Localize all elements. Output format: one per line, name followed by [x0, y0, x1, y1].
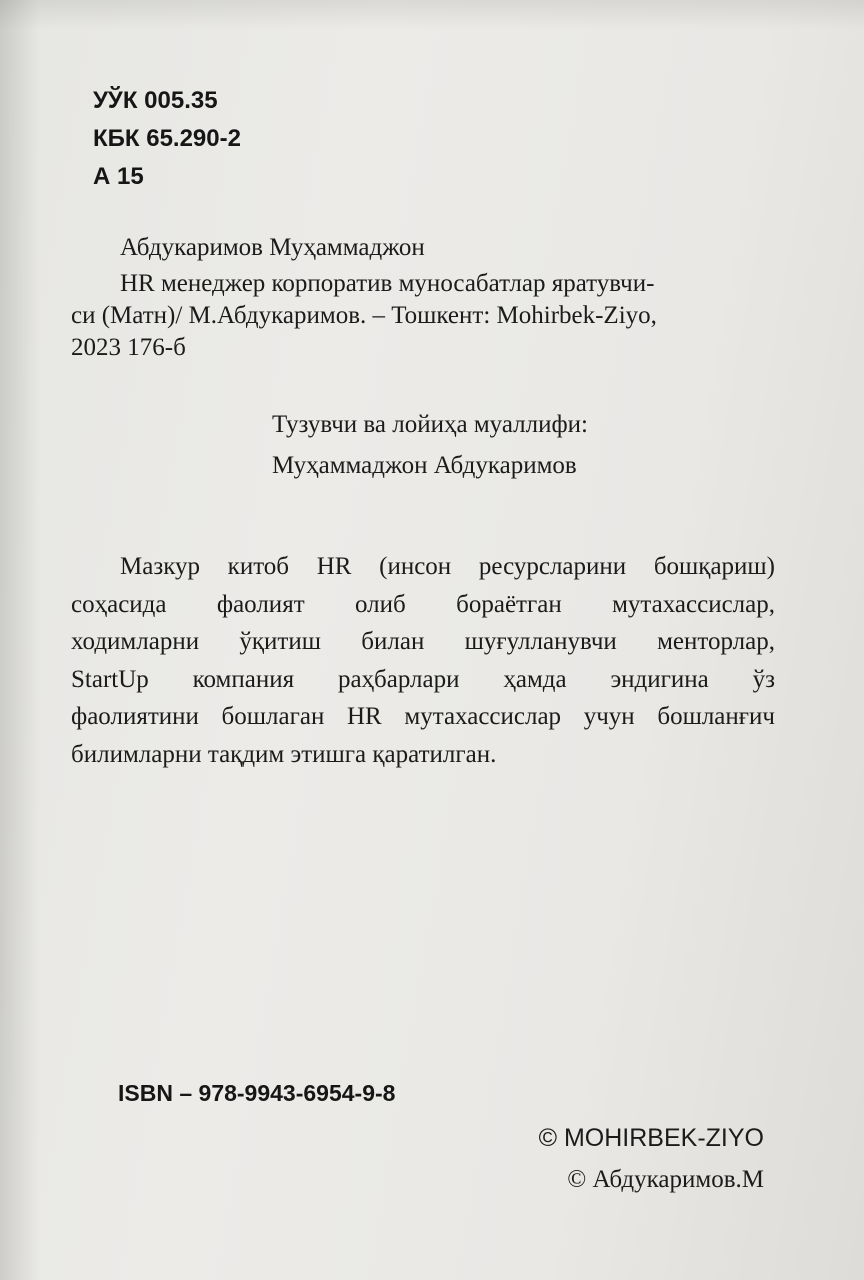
- udk-code: УЎК 005.35: [93, 87, 218, 114]
- annotation-line: StartUp компания раҳбарлари ҳамда эндигина ўз: [71, 665, 775, 693]
- page-top-shadow: [0, 0, 864, 30]
- annotation-paragraph: [71, 548, 775, 773]
- compiler-name: Муҳаммаджон Абдукаримов: [272, 452, 577, 479]
- author-mark: А 15: [93, 163, 144, 190]
- annotation-line: билимларни тақдим этишга қаратилган.: [71, 740, 497, 768]
- copyright-publisher: © MOHIRBEK-ZIYO: [538, 1124, 764, 1152]
- annotation-line: фаолиятини бошлаган HR мутахассислар учун бошланғич: [71, 703, 775, 730]
- annotation-line: соҳасида фаолият олиб бораётган мутахассислар,: [71, 590, 775, 618]
- bbk-code: КБК 65.290-2: [93, 125, 241, 152]
- annotation-line: ходимларни ўқитиш билан шуғулланувчи менторлар,: [71, 628, 775, 655]
- page-gutter-shadow: [0, 0, 40, 1280]
- annotation-line: Мазкур китоб HR (инсон ресурсларини бошқариш): [120, 553, 775, 580]
- entry-line: 2023 176-б: [71, 334, 186, 361]
- copyright-author: © Абдукаримов.М: [567, 1166, 764, 1193]
- entry-line: си (Матн)/ М.Абдукаримов. – Тошкент: Mohirbek-Ziyo,: [71, 302, 657, 329]
- entry-line: HR менеджер корпоратив муносабатлар яратувчи-: [120, 270, 655, 297]
- compiler-block: [272, 404, 588, 486]
- author-name: Абдукаримов Муҳаммаджон: [120, 234, 425, 261]
- classification-codes: [93, 82, 241, 196]
- isbn: ISBN – 978-9943-6954-9-8: [118, 1080, 396, 1106]
- bibliographic-entry: [71, 268, 761, 364]
- compiler-role: Тузувчи ва лойиҳа муаллифи:: [272, 411, 588, 438]
